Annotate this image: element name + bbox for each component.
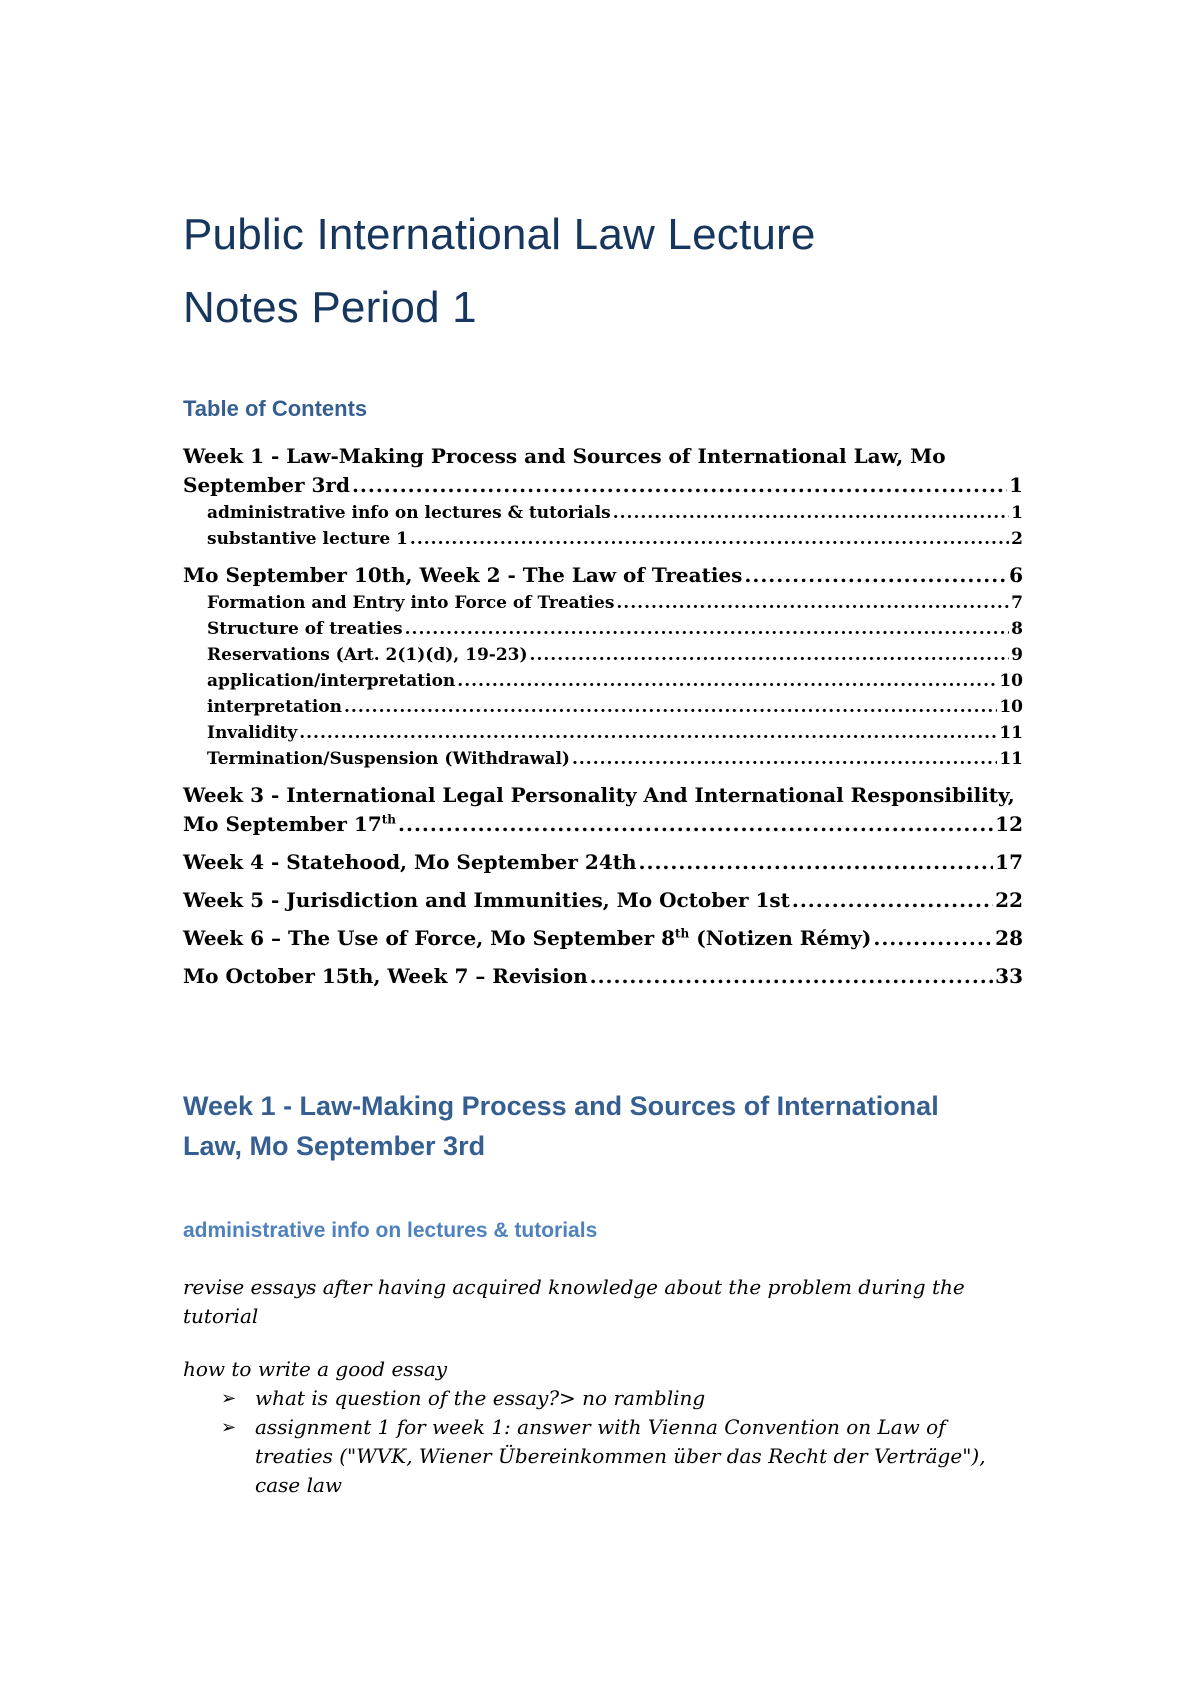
toc-entry-termination[interactable] <box>183 746 1023 772</box>
toc-entry-week-4[interactable] <box>183 848 1023 877</box>
toc-dot-leader <box>639 848 994 877</box>
toc-page-number: 10 <box>999 697 1023 717</box>
toc-entry-week-6[interactable] <box>183 924 1023 953</box>
toc-entry-week-7[interactable] <box>183 962 1023 991</box>
toc-page-number: 22 <box>995 888 1023 912</box>
toc-entry-text: Mo October 15th, Week 7 – Revision <box>183 964 588 988</box>
toc-entry-text: Week 3 - International Legal Personality And International Responsibility, <box>183 783 1015 807</box>
toc-dot-leader <box>530 642 1010 668</box>
toc-entry-structure[interactable] <box>183 616 1023 642</box>
bullet-list <box>183 1384 1023 1500</box>
toc-dot-leader <box>457 668 997 694</box>
document-page <box>183 198 1023 1497</box>
toc-dot-leader <box>590 962 994 991</box>
toc-page-number: 1 <box>1011 503 1023 523</box>
toc-entry-text: interpretation <box>207 697 342 717</box>
toc-page-number: 7 <box>1011 593 1023 613</box>
toc-entry-text-cont: September 3rd <box>183 473 350 497</box>
paragraph-revise-essays: revise essays after having acquired knowledge about the problem during the tutorial <box>183 1275 965 1328</box>
toc-entry-text: substantive lecture 1 <box>207 529 408 549</box>
toc-dot-leader <box>572 746 997 772</box>
toc-entry-text: Formation and Entry into Force of Treaties <box>207 593 615 613</box>
toc-entry-text: Week 4 - Statehood, Mo September 24th <box>183 850 637 874</box>
toc-entry-text: Week 6 – The Use of Force, Mo September 8th (Notizen Rémy) <box>183 926 872 950</box>
toc-dot-leader <box>616 590 1009 616</box>
list-item <box>183 1413 1023 1500</box>
toc-entry-text: application/interpretation <box>207 671 456 691</box>
toc-entry-text: Invalidity <box>207 723 298 743</box>
arrow-bullet-icon: ➢ <box>221 1388 237 1409</box>
toc-entry-text: Reservations (Art. 2(1)(d), 19-23) <box>207 645 528 665</box>
toc-page-number: 6 <box>1009 563 1023 587</box>
toc-page-number: 11 <box>999 749 1023 769</box>
toc-page-number: 11 <box>999 723 1023 743</box>
toc-entry-text: Week 1 - Law-Making Process and Sources of International Law, Mo <box>183 444 946 468</box>
toc-entry-text-cont: Mo September 17th <box>183 812 397 836</box>
toc-dot-leader <box>613 500 1009 526</box>
toc-page-number: 8 <box>1011 619 1023 639</box>
toc-page-number: 33 <box>995 964 1023 988</box>
toc-entry-text: administrative info on lectures & tutorials <box>207 503 611 523</box>
toc-page-number: 1 <box>1009 473 1023 497</box>
toc-page-number: 10 <box>999 671 1023 691</box>
toc-entry-text: Termination/Suspension (Withdrawal) <box>207 749 570 769</box>
arrow-bullet-icon: ➢ <box>221 1417 237 1438</box>
ordinal-suffix: th <box>381 812 397 827</box>
toc-entry-formation[interactable] <box>183 590 1023 616</box>
toc-entry-week-5[interactable] <box>183 886 1023 915</box>
toc-entry-week-1[interactable] <box>183 442 1023 500</box>
section-subheading: administrative info on lectures & tutorials <box>183 1219 598 1242</box>
title-line-1: Public International Law Lecture <box>183 210 816 259</box>
toc-dot-leader <box>352 471 1007 500</box>
toc-entry-reservations[interactable] <box>183 642 1023 668</box>
toc-entry-substantive-lecture[interactable] <box>183 526 1023 552</box>
toc-entry-text: Week 5 - Jurisdiction and Immunities, Mo October 1st <box>183 888 790 912</box>
toc-page-number: 2 <box>1011 529 1023 549</box>
toc-entry-week-3[interactable] <box>183 781 1023 839</box>
toc-page-number: 17 <box>995 850 1023 874</box>
section-heading: Week 1 - Law-Making Process and Sources of International Law, Mo September 3rd <box>183 1091 939 1161</box>
document-title <box>183 198 1023 344</box>
toc-entry-invalidity[interactable] <box>183 720 1023 746</box>
toc-dot-leader <box>792 886 993 915</box>
toc-entry-text: Mo September 10th, Week 2 - The Law of Treaties <box>183 563 743 587</box>
toc-entry-text: Structure of treaties <box>207 619 403 639</box>
toc-entry-interpretation[interactable] <box>183 694 1023 720</box>
list-item-text: assignment 1 for week 1: answer with Vienna Convention on Law of treaties ("WVK, Wiener Übereinkommen über das Recht der Verträge"), case law <box>255 1415 986 1497</box>
toc-entry-admin-info[interactable] <box>183 500 1023 526</box>
toc-page-number: 12 <box>995 812 1023 836</box>
toc-dot-leader <box>398 810 993 839</box>
toc-page-number: 28 <box>995 926 1023 950</box>
title-line-2: Notes Period 1 <box>183 283 477 332</box>
table-of-contents <box>183 442 1023 991</box>
paragraph-how-to-write: how to write a good essay <box>183 1357 448 1381</box>
toc-heading: Table of Contents <box>183 396 368 421</box>
toc-dot-leader <box>405 616 1010 642</box>
toc-entry-application[interactable] <box>183 668 1023 694</box>
toc-dot-leader <box>873 924 993 953</box>
list-item <box>183 1384 1023 1413</box>
toc-dot-leader <box>410 526 1009 552</box>
ordinal-suffix: th <box>675 926 690 941</box>
list-item-text: what is question of the essay?> no rambling <box>255 1386 706 1410</box>
toc-page-number: 9 <box>1011 645 1023 665</box>
toc-dot-leader <box>299 720 997 746</box>
toc-entry-week-2[interactable] <box>183 561 1023 590</box>
toc-dot-leader <box>744 561 1007 590</box>
toc-dot-leader <box>344 694 997 720</box>
